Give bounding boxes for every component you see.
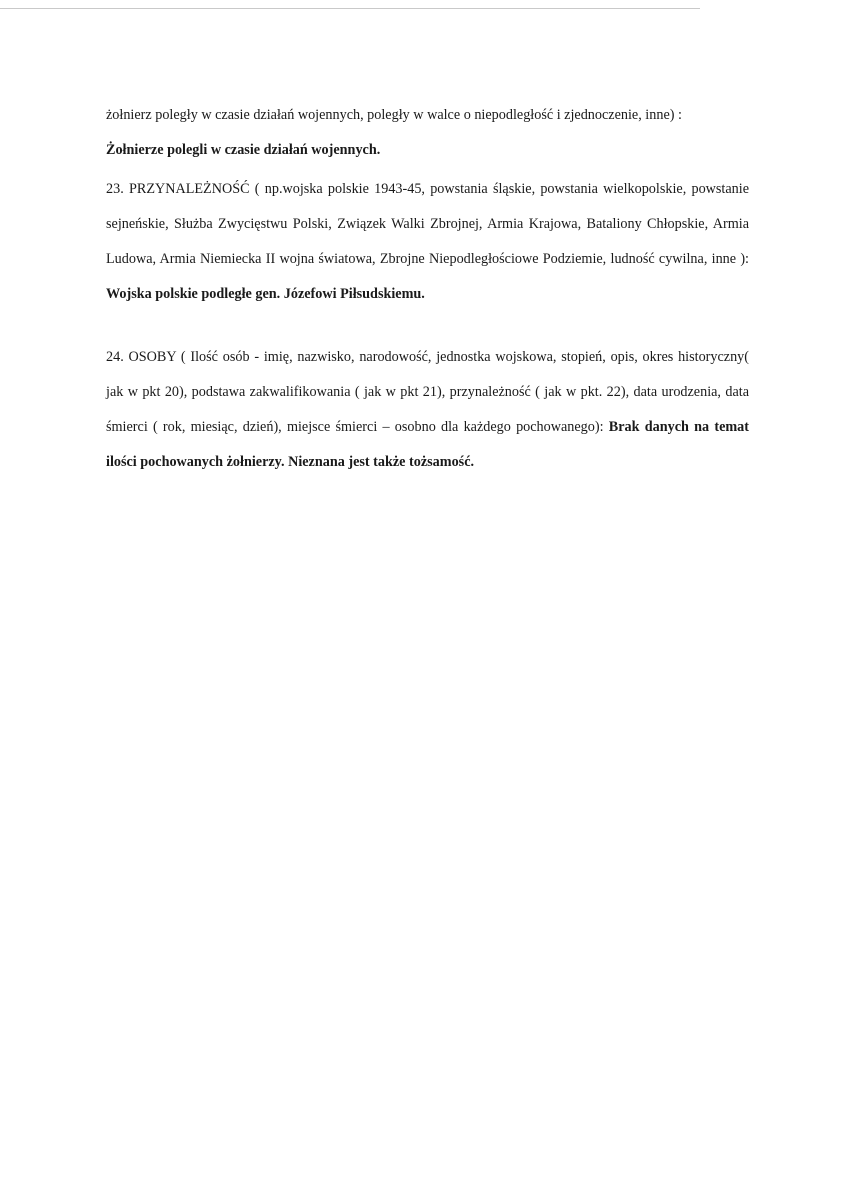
section-24 [106, 340, 749, 480]
document-page [106, 98, 749, 480]
section-22-answer: Żołnierze polegli w czasie działań wojennych. [106, 142, 381, 158]
section-22-tail-text: żołnierz poległy w czasie działań wojennych, poległy w walce o niepodległość i zjednoczenie, inne) : [106, 107, 682, 123]
section-23 [106, 172, 749, 312]
scan-edge-line [0, 8, 700, 9]
section-24-text: 24. OSOBY ( Ilość osób - imię, nazwisko, narodowość, jednostka wojskowa, stopień, opis, okres historyczny( jak w pkt 20), podstawa zakwalifikowania ( jak w pkt 21), przynależność ( jak w pkt. 22), data urodzenia, data śmierci ( rok, miesiąc, dzień), miejsce śmierci – osobno dla każdego pochowanego): [106, 349, 749, 435]
section-24-answer: Brak danych na temat ilości pochowanych żołnierzy. Nieznana jest także tożsamość. [106, 419, 750, 470]
section-23-answer: Wojska polskie podległe gen. Józefowi Piłsudskiemu. [106, 286, 425, 302]
section-23-text: 23. PRZYNALEŻNOŚĆ ( np.wojska polskie 1943-45, powstania śląskie, powstania wielkopolskie, powstanie sejneńskie, Służba Zwycięstwu Polski, Związek Walki Zbrojnej, Armia Krajowa, Bataliony Chłopskie, Armia Ludowa, Armia Niemiecka II wojna światowa, Zbrojne Niepodległościowe Podziemie, ludność cywilna, inne ): [106, 181, 749, 267]
section-22-tail [106, 98, 749, 168]
